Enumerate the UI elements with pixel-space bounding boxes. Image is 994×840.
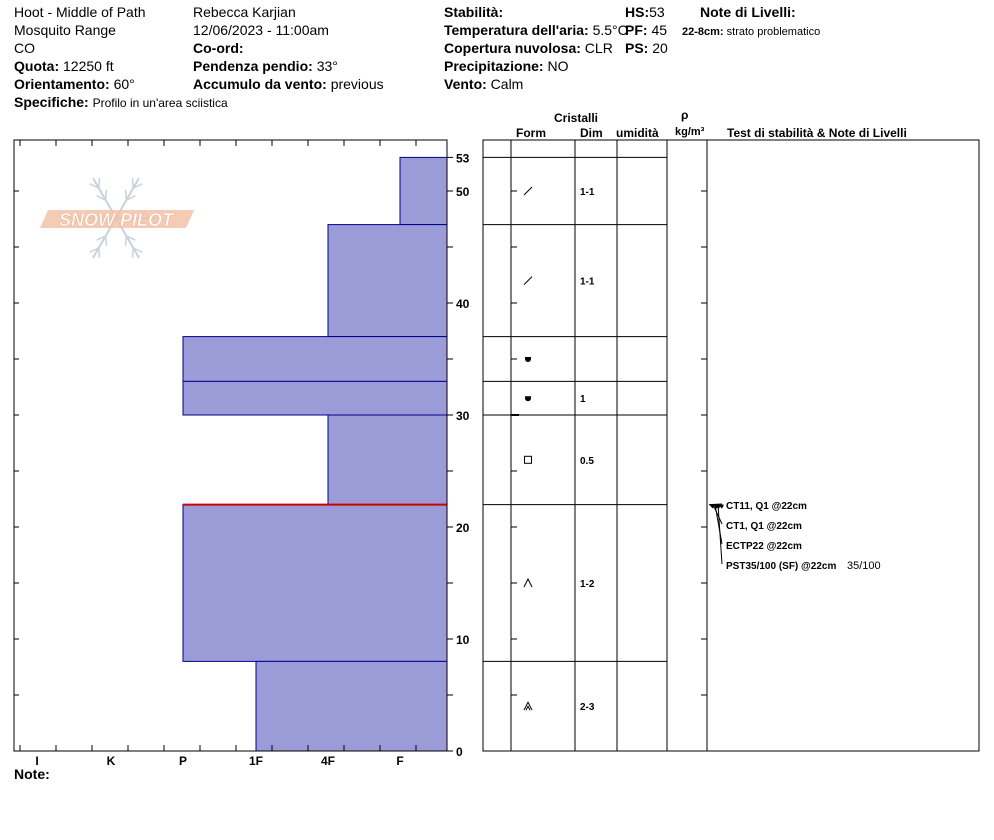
table-frame <box>483 140 979 751</box>
test-pointer <box>709 504 722 505</box>
moisture-header: umidità <box>616 126 659 140</box>
precip-row <box>444 58 568 74</box>
hardness-layer <box>183 337 447 382</box>
density-unit-header: kg/m³ <box>675 126 705 138</box>
grain-size: 1-2 <box>580 579 595 590</box>
grain-form-depth-hoar <box>524 579 532 587</box>
hardness-layer <box>400 157 447 224</box>
snowflake-branch <box>126 190 127 200</box>
hs-value: 53 <box>649 4 665 20</box>
depth-tick-label: 40 <box>456 297 470 311</box>
coord-label: Co-ord: <box>193 40 244 56</box>
hs-row <box>625 4 665 20</box>
hardness-layer <box>183 505 447 662</box>
grain-form-melt-freeze <box>525 396 531 401</box>
hardness-layer <box>328 415 447 505</box>
aspect-row <box>14 76 135 92</box>
snowflake-branch <box>99 248 100 258</box>
precip-value: NO <box>547 58 569 74</box>
snowflake-branch <box>106 190 107 200</box>
crystal-table <box>483 140 979 751</box>
test-result: PST35/100 (SF) @22cm <box>726 561 837 572</box>
hardness-layers <box>183 157 447 751</box>
elevation-value: 12250 ft <box>63 58 114 74</box>
pf-value: 45 <box>651 22 668 38</box>
grain-form-depth-hoar-inner <box>526 706 530 710</box>
slope-row <box>193 58 338 74</box>
test-extra: 35/100 <box>847 560 881 572</box>
elevation-row <box>14 58 114 74</box>
layer-note-row <box>682 24 820 40</box>
form-header: Form <box>516 126 546 140</box>
crystals-header: Cristalli <box>554 111 599 125</box>
test-result: CT1, Q1 @22cm <box>726 521 802 532</box>
ps-label: PS: <box>625 40 649 56</box>
snowflake-branch <box>132 178 133 188</box>
aspect-value: 60° <box>113 76 135 92</box>
grain-size: 1-1 <box>580 187 595 198</box>
rho-header: ρ <box>681 108 689 122</box>
grain-size: 1-1 <box>580 276 595 288</box>
depth-tick-label: 0 <box>456 745 463 759</box>
aspect-label: Orientamento: <box>14 76 110 92</box>
air-temp-row <box>444 22 628 38</box>
state-name: CO <box>14 40 35 56</box>
observation-datetime: 12/06/2023 - 11:00am <box>193 22 329 38</box>
snowpilot-logo <box>40 178 194 258</box>
stability-label: Stabilità: <box>444 4 504 20</box>
layer-notes-label: Note di Livelli: <box>700 4 796 20</box>
grain-size: 1 <box>580 394 586 406</box>
size-header: Dim <box>580 126 603 140</box>
snowflake-branch <box>99 178 100 188</box>
depth-tick-label: 20 <box>456 521 470 535</box>
depth-tick-label: 53 <box>456 151 470 166</box>
hardness-label: 4F <box>320 754 336 768</box>
wind-row <box>444 76 523 92</box>
hardness-layer <box>256 661 447 751</box>
hardness-label: F <box>396 754 404 768</box>
ps-row <box>625 40 668 56</box>
range-name: Mosquito Range <box>14 22 116 38</box>
wind-value: Calm <box>490 76 524 92</box>
depth-tick-label: 30 <box>456 409 470 423</box>
elevation-label: Quota: <box>14 58 60 74</box>
wind-loading-label: Accumulo da vento: <box>193 76 327 92</box>
test-pointer <box>718 505 722 564</box>
grain-form-decomposing <box>524 187 532 195</box>
tests-header: Test di stabilità & Note di Livelli <box>727 126 907 140</box>
snowflake-branch <box>106 236 107 246</box>
ps-value: 20 <box>652 40 668 56</box>
slope-label: Pendenza pendio: <box>193 58 313 74</box>
pf-label: PF: <box>625 22 648 38</box>
grain-size: 2-3 <box>580 702 595 714</box>
grain-form-melt-freeze <box>525 357 531 362</box>
hardness-layer <box>328 225 447 337</box>
depth-tick-label: 50 <box>456 185 470 199</box>
hardness-label: K <box>106 754 116 768</box>
wind-label: Vento: <box>444 76 487 92</box>
hs-label: HS: <box>625 4 650 20</box>
pf-row <box>625 22 667 38</box>
sky-label: Copertura nuvolosa: <box>444 40 581 56</box>
observer-name: Rebecca Karjian <box>193 4 296 20</box>
grain-form-faceted <box>525 456 532 463</box>
specifics-value: Profilo in un'area sciistica <box>92 96 228 110</box>
sky-row <box>444 40 613 56</box>
air-temp-value: 5.5°C <box>592 22 628 38</box>
wind-loading-value: previous <box>330 76 384 92</box>
location-name: Hoot - Middle of Path <box>14 4 146 20</box>
grain-size: 0.5 <box>580 455 594 467</box>
hardness-layer <box>183 381 447 415</box>
layer-note-depth: 22-8cm: <box>682 26 724 38</box>
hardness-label: 1F <box>248 754 264 768</box>
specifics-label: Specifiche: <box>14 94 89 110</box>
sky-value: CLR <box>584 40 613 56</box>
air-temp-label: Temperatura dell'aria: <box>444 22 589 38</box>
specifics-row <box>14 94 228 111</box>
snowflake-branch <box>132 248 133 258</box>
stability-tests <box>709 501 881 572</box>
test-result: CT11, Q1 @22cm <box>726 501 807 512</box>
notes-label: Note: <box>14 766 50 782</box>
precip-label: Precipitazione: <box>444 58 544 74</box>
depth-tick-label: 10 <box>456 633 470 647</box>
hardness-label: I <box>35 754 39 768</box>
hardness-label: P <box>178 754 188 768</box>
slope-value: 33° <box>316 58 338 74</box>
grain-form-decomposing <box>524 277 532 285</box>
test-result: ECTP22 @22cm <box>726 541 802 552</box>
layer-note-text: strato problematico <box>726 26 821 38</box>
wind-loading-row <box>193 76 384 92</box>
logo-text: SNOW PILOT <box>59 210 173 230</box>
snowflake-branch <box>126 236 127 246</box>
